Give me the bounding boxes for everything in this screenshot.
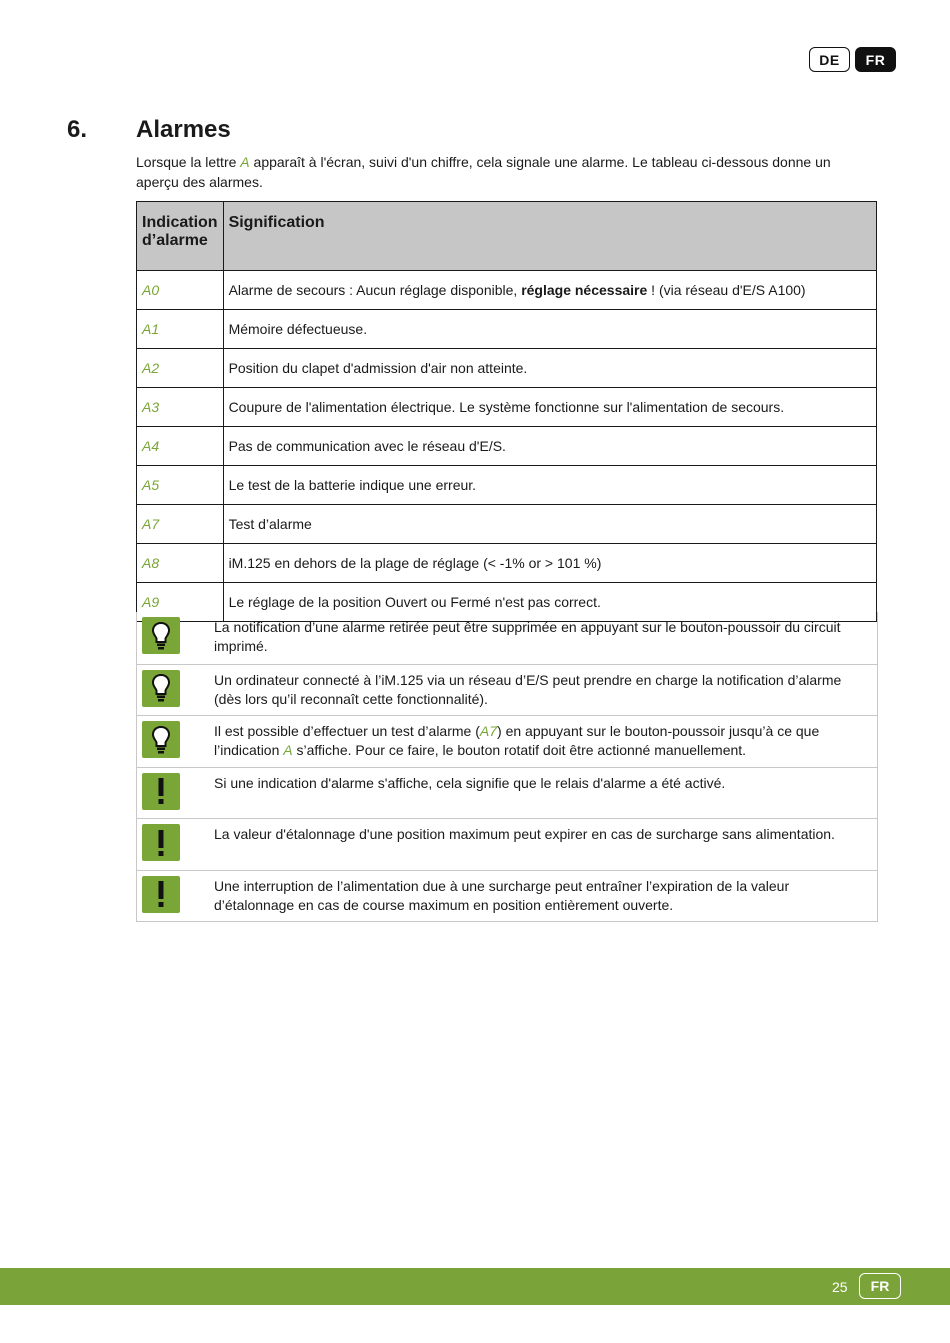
alarm-meaning: iM.125 en dehors de la plage de réglage (< -1% or > 101 %) xyxy=(223,544,876,583)
alarm-code: A0 xyxy=(137,271,224,310)
note-warning xyxy=(137,818,877,870)
alarm-meaning: Position du clapet d'admission d'air non atteinte. xyxy=(223,349,876,388)
note-text: La notification d’une alarme retirée peut être supprimée en appuyant sur le bouton-poussoir du circuit imprimé. xyxy=(214,619,841,654)
alarm-meaning: Mémoire défectueuse. xyxy=(223,310,876,349)
section-title: Alarmes xyxy=(136,116,231,143)
alarm-meaning-text: Alarme de secours : Aucun réglage disponible, xyxy=(228,282,522,298)
alarm-code: A3 xyxy=(137,388,224,427)
column-header-indication: Indication d’alarme xyxy=(137,202,224,271)
table-row xyxy=(137,310,877,349)
alarm-meaning: Test d’alarme xyxy=(223,505,876,544)
lightbulb-icon xyxy=(142,670,180,707)
table-row xyxy=(137,349,877,388)
note-warning xyxy=(137,767,877,819)
note-tip xyxy=(137,715,877,767)
table-row xyxy=(137,505,877,544)
note-alarm-code: A xyxy=(283,742,293,758)
table-row xyxy=(137,271,877,310)
exclamation-icon xyxy=(142,824,180,861)
section-number: 6. xyxy=(67,116,88,143)
note-text-part: s’affiche. Pour ce faire, le bouton rotatif doit être actionné manuellement. xyxy=(292,742,747,758)
lightbulb-icon xyxy=(142,721,180,758)
alarm-meaning: Pas de communication avec le réseau d'E/S. xyxy=(223,427,876,466)
table-row xyxy=(137,544,877,583)
note-tip xyxy=(137,612,877,664)
page-number: 25 xyxy=(832,1279,848,1295)
note-text: Un ordinateur connecté à l’iM.125 via un réseau d’E/S peut prendre en charge la notification d’alarme (dès lors qu’il reconnaît cette fonctionnalité). xyxy=(214,671,842,707)
language-de-button[interactable]: DE xyxy=(809,47,850,72)
intro-letter: A xyxy=(240,154,250,170)
alarm-code: A7 xyxy=(137,505,224,544)
note-text: La valeur d'étalonnage d'une position maximum peut expirer en cas de surcharge sans alimentation. xyxy=(214,826,835,842)
note-tip xyxy=(137,664,877,716)
note-text: Une interruption de l’alimentation due à une surcharge peut entraîner l’expiration de la valeur d’étalonnage en cas de course maximum en position entièrement ouverte. xyxy=(214,877,790,913)
language-switch xyxy=(809,47,896,72)
note-alarm-code: A7 xyxy=(479,723,498,739)
alarm-code: A8 xyxy=(137,544,224,583)
table-header-row xyxy=(137,202,877,271)
note-text-part: Il est possible d’effectuer un test d’alarme ( xyxy=(214,723,480,739)
language-fr-button[interactable]: FR xyxy=(855,47,896,72)
note-warning xyxy=(137,870,877,922)
alarm-meaning: Le test de la batterie indique une erreur. xyxy=(223,466,876,505)
alarm-code: A4 xyxy=(137,427,224,466)
footer-bar xyxy=(0,1268,950,1305)
table-row xyxy=(137,466,877,505)
intro-text-before: Lorsque la lettre xyxy=(136,154,241,170)
alarm-code: A2 xyxy=(137,349,224,388)
footer-language-badge: FR xyxy=(859,1273,901,1299)
alarm-code: A5 xyxy=(137,466,224,505)
note-text xyxy=(207,716,877,767)
intro-paragraph xyxy=(136,152,866,192)
alarm-table xyxy=(136,201,877,622)
alarm-meaning: Coupure de l'alimentation électrique. Le système fonctionne sur l'alimentation de secours. xyxy=(223,388,876,427)
alarm-meaning: Le réglage de la position Ouvert ou Fermé n'est pas correct. xyxy=(223,583,876,622)
notes-list xyxy=(136,612,878,922)
column-header-signification: Signification xyxy=(223,202,876,271)
exclamation-icon xyxy=(142,773,180,810)
alarm-meaning-text: ! (via réseau d'E/S A100) xyxy=(647,282,806,298)
table-row xyxy=(137,388,877,427)
table-row xyxy=(137,427,877,466)
intro-text-after: apparaît à l'écran, suivi d'un chiffre, cela signale une alarme. Le tableau ci-dessous donne un aperçu des alarmes. xyxy=(136,154,831,190)
note-text: Si une indication d'alarme s'affiche, cela signifie que le relais d'alarme a été activé. xyxy=(214,774,726,791)
alarm-code: A1 xyxy=(137,310,224,349)
alarm-meaning xyxy=(223,271,876,310)
alarm-code: A9 xyxy=(137,583,224,622)
exclamation-icon xyxy=(142,876,180,913)
lightbulb-icon xyxy=(142,617,180,654)
note-text-part: ) en appuyant sur le bouton-poussoir jusqu’à ce que l’indication xyxy=(214,723,820,758)
alarm-meaning-bold: réglage nécessaire xyxy=(521,282,648,298)
